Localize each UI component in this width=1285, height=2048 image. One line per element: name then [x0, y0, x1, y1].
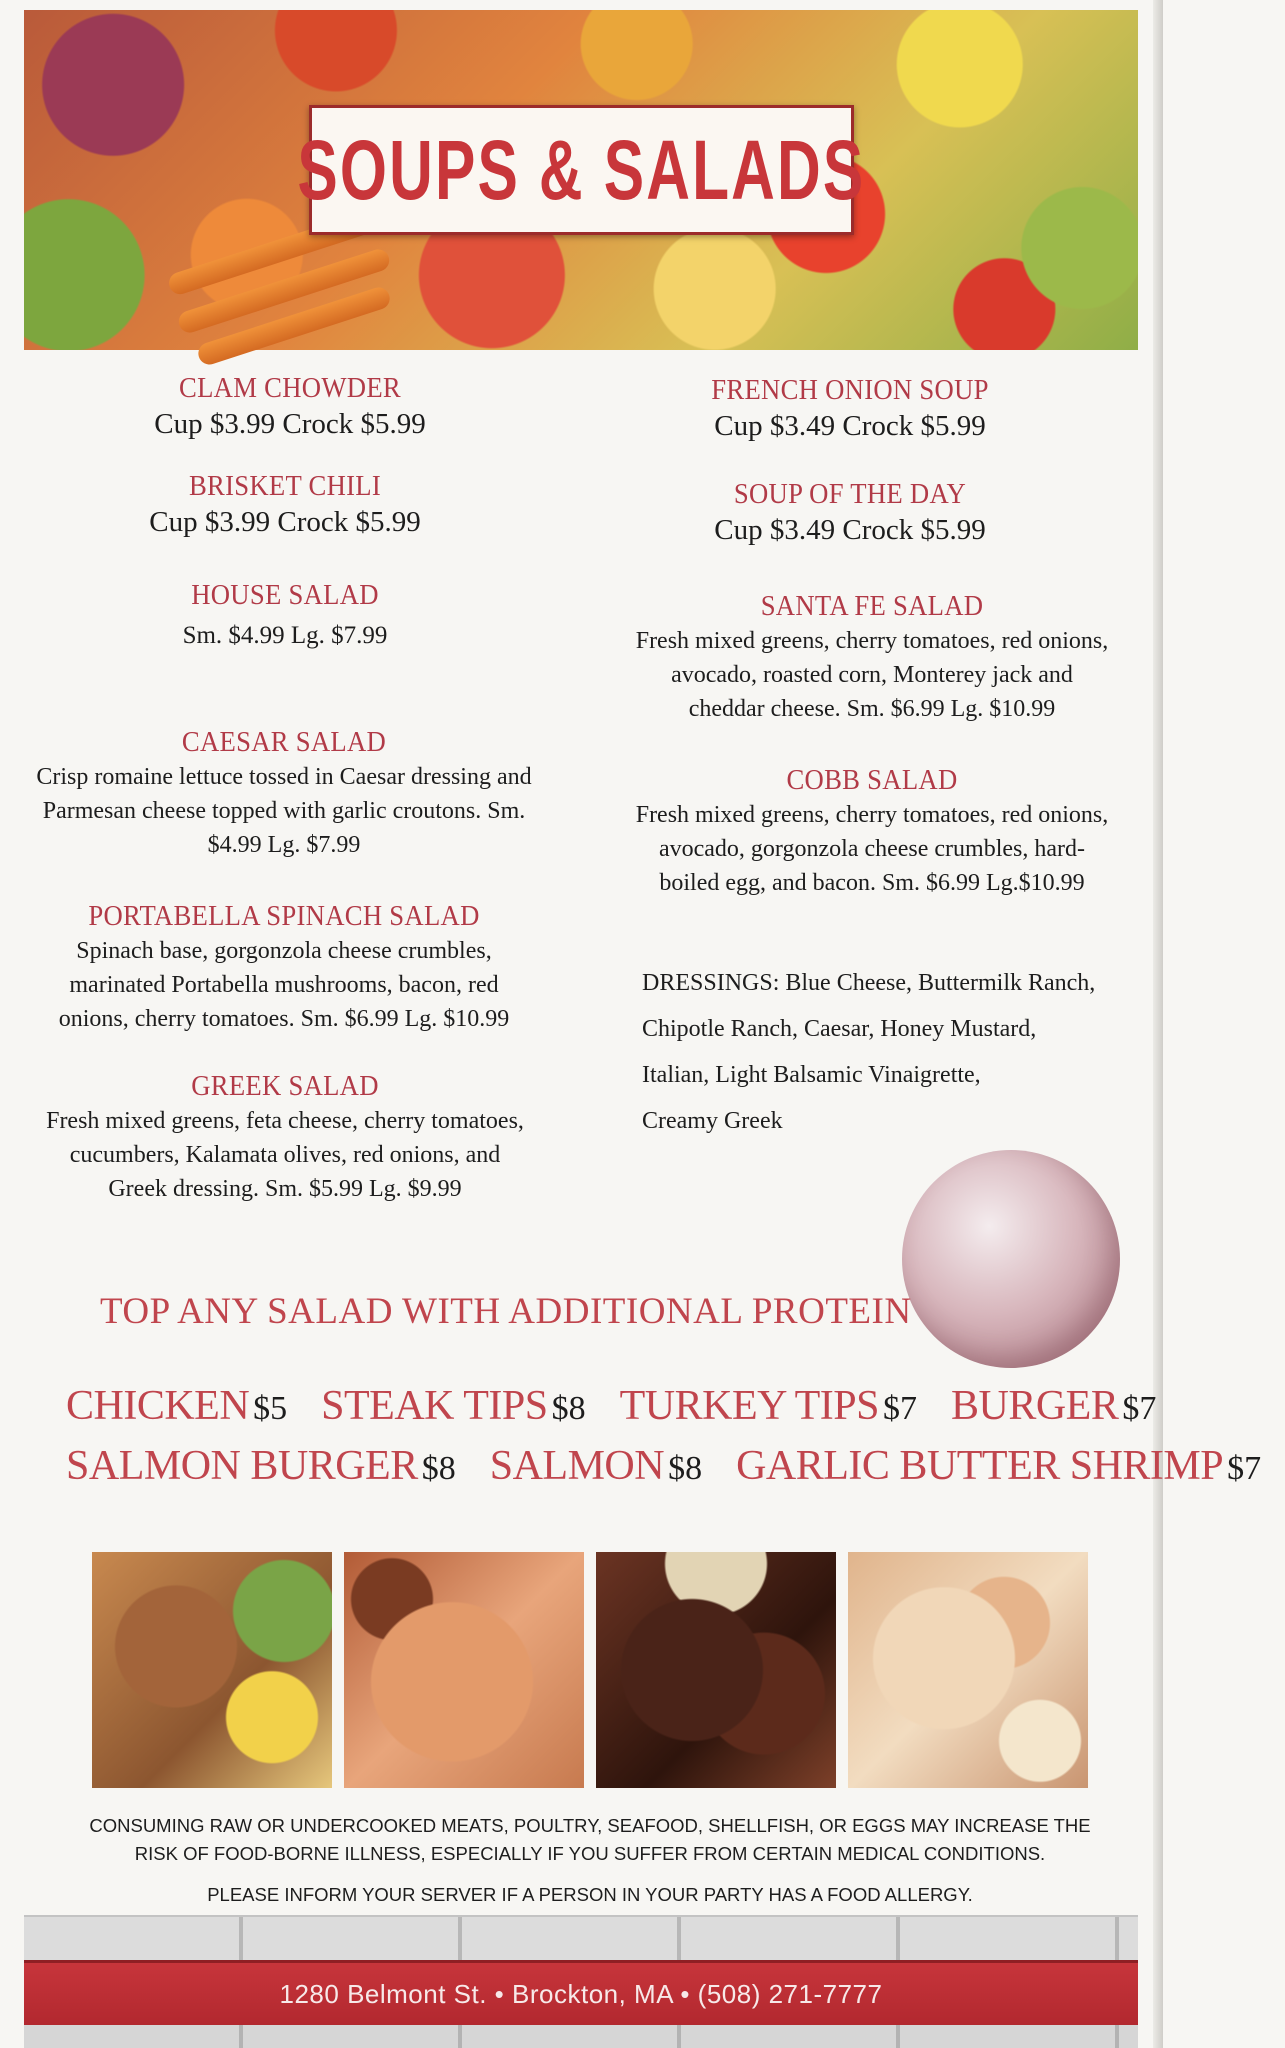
protein-name: SALMON BURGER	[66, 1443, 418, 1489]
footer-brick-band-bottom	[24, 2025, 1138, 2048]
decorative-ornament	[902, 1150, 1120, 1368]
menu-item-house-salad	[130, 577, 440, 653]
protein-price: $8	[668, 1450, 703, 1487]
footer-bar	[24, 1960, 1138, 2025]
item-price: Sm. $4.99 Lg. $7.99	[182, 622, 388, 649]
menu-item-santa-fe-salad	[632, 588, 1112, 726]
item-name: CLAM CHOWDER	[179, 372, 401, 404]
item-description: Fresh mixed greens, feta cheese, cherry tomatoes, cucumbers, Kalamata olives, red onions, and Greek dressing. Sm. $5.99 Lg. $9.99	[46, 1108, 524, 1202]
protein-price: $7	[1227, 1450, 1262, 1487]
protein-price: $7	[1122, 1390, 1157, 1427]
dressings-line: Creamy Greek	[642, 1108, 783, 1134]
protein-name: STEAK TIPS	[321, 1383, 548, 1429]
protein-price: $7	[882, 1390, 917, 1427]
protein-name: BURGER	[950, 1383, 1119, 1429]
menu-item-caesar-salad	[32, 724, 536, 862]
banner-title-box	[297, 105, 866, 235]
salmon-photo	[344, 1552, 584, 1788]
item-name: HOUSE SALAD	[191, 579, 379, 611]
shrimp-photo	[848, 1552, 1088, 1788]
dressings-line: DRESSINGS: Blue Cheese, Buttermilk Ranch,	[642, 970, 1096, 996]
item-name: SANTA FE SALAD	[760, 590, 984, 622]
item-name: FRENCH ONION SOUP	[711, 374, 989, 406]
protein-name: TURKEY TIPS	[619, 1383, 879, 1429]
protein-price: $8	[421, 1450, 456, 1487]
item-description: Fresh mixed greens, cherry tomatoes, red onions, avocado, roasted corn, Monterey jack and cheddar cheese. Sm. $6.99 Lg. $10.99	[635, 628, 1109, 722]
menu-item-brisket-chili	[120, 468, 450, 540]
allergy-notice: PLEASE INFORM YOUR SERVER IF A PERSON IN YOUR PARTY HAS A FOOD ALLERGY.	[207, 1884, 973, 1905]
page-edge	[1153, 0, 1163, 2048]
footer-address: 1280 Belmont St. • Brockton, MA • (508) 271-7777	[279, 1978, 883, 2009]
raw-food-warning-line-1: CONSUMING RAW OR UNDERCOOKED MEATS, POULTRY, SEAFOOD, SHELLFISH, OR EGGS MAY INCREASE THE	[89, 1815, 1091, 1836]
item-name: SOUP OF THE DAY	[733, 478, 967, 510]
protein-price: $5	[253, 1390, 288, 1427]
protein-price: $8	[551, 1390, 586, 1427]
dressings-list	[642, 960, 1122, 1144]
menu-item-french-onion-soup	[680, 372, 1020, 444]
header-banner	[24, 10, 1138, 350]
item-description: Fresh mixed greens, cherry tomatoes, red onions, avocado, gorgonzola cheese crumbles, hard-boiled egg, and bacon. Sm. $6.99 Lg.$10.99	[635, 802, 1109, 896]
item-price: Cup $3.49 Crock $5.99	[714, 410, 986, 442]
protein-row-2	[66, 1442, 1262, 1490]
footer-brick-band	[24, 1915, 1138, 1960]
protein-row-1	[66, 1382, 1157, 1430]
protein-heading: TOP ANY SALAD WITH ADDITIONAL PROTEIN	[100, 1291, 912, 1332]
protein-name: CHICKEN	[66, 1383, 250, 1429]
dressings-line: Italian, Light Balsamic Vinaigrette,	[642, 1062, 981, 1088]
protein-name: GARLIC BUTTER SHRIMP	[736, 1443, 1224, 1489]
item-price: Cup $3.99 Crock $5.99	[149, 506, 421, 538]
protein-name: SALMON	[489, 1443, 665, 1489]
item-price: Cup $3.99 Crock $5.99	[154, 408, 426, 440]
item-name: COBB SALAD	[786, 764, 958, 796]
item-description: Spinach base, gorgonzola cheese crumbles, marinated Portabella mushrooms, bacon, red onions, cherry tomatoes. Sm. $6.99 Lg. $10.99	[58, 938, 510, 1032]
raw-food-warning-line-2: RISK OF FOOD-BORNE ILLNESS, ESPECIALLY IF YOU SUFFER FROM CERTAIN MEDICAL CONDITIONS.	[134, 1843, 1046, 1864]
chicken-photo	[92, 1552, 332, 1788]
menu-item-portabella-spinach-salad	[32, 898, 536, 1036]
menu-item-clam-chowder	[130, 370, 450, 442]
item-name: BRISKET CHILI	[188, 470, 382, 502]
menu-item-cobb-salad	[632, 762, 1112, 900]
page-title: SOUPS & SALADS	[297, 122, 866, 217]
item-description: Crisp romaine lettuce tossed in Caesar dressing and Parmesan cheese topped with garlic croutons. Sm. $4.99 Lg. $7.99	[36, 764, 532, 858]
steak-tips-photo	[596, 1552, 836, 1788]
menu-item-greek-salad	[40, 1068, 530, 1206]
dressings-line: Chipotle Ranch, Caesar, Honey Mustard,	[642, 1016, 1037, 1042]
item-name: GREEK SALAD	[191, 1070, 379, 1102]
item-price: Cup $3.49 Crock $5.99	[714, 514, 986, 546]
item-name: CAESAR SALAD	[181, 726, 387, 758]
item-name: PORTABELLA SPINACH SALAD	[88, 900, 480, 932]
menu-item-soup-of-the-day	[690, 476, 1010, 548]
